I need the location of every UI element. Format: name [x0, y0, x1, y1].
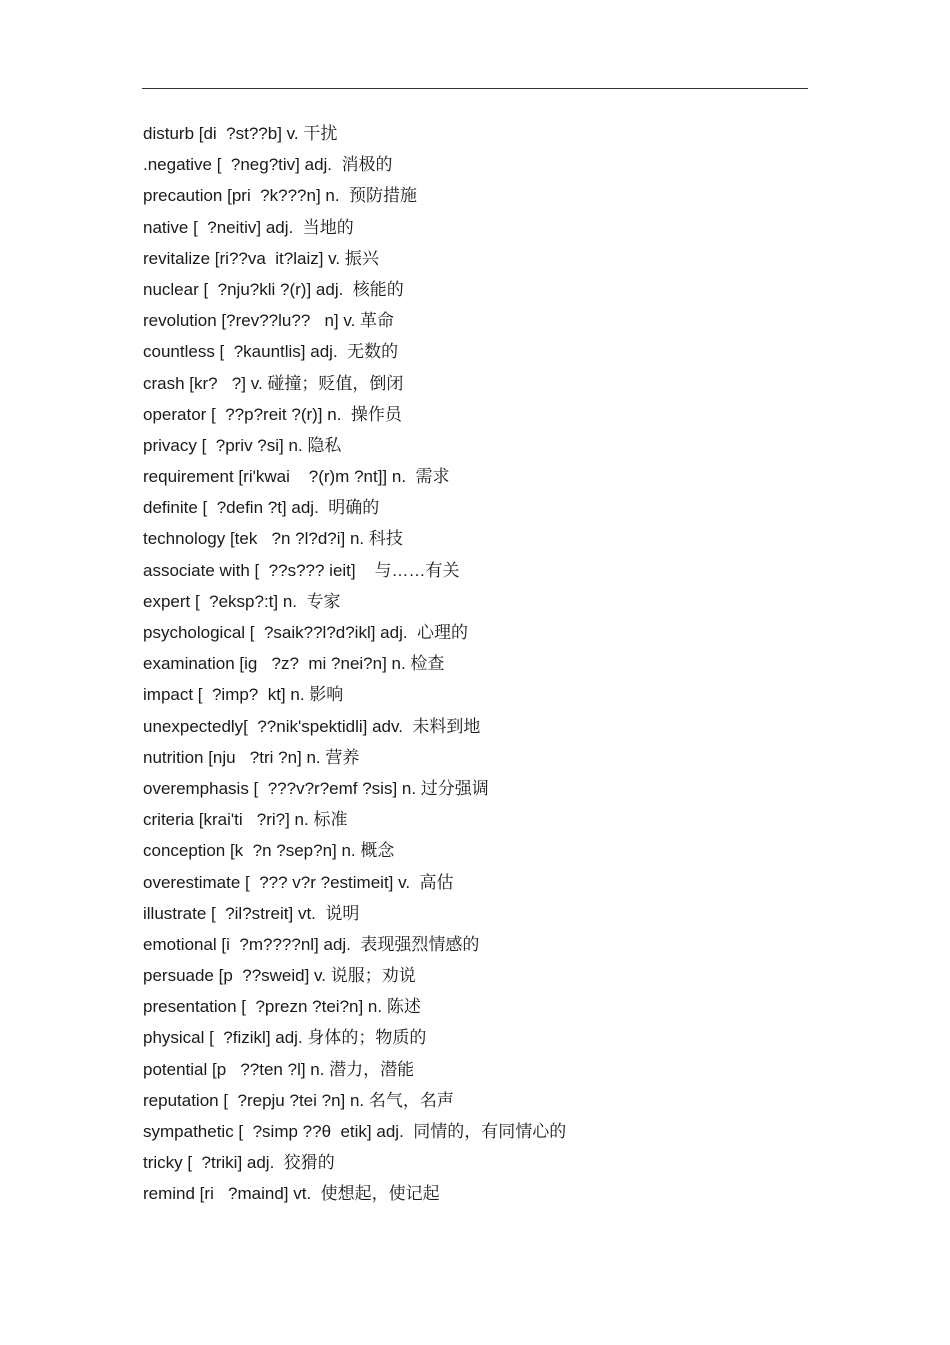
vocab-entry: overestimate [ ??? v?r ?estimeit] v. 高估: [143, 872, 454, 892]
vocab-entry: impact [ ?imp? kt] n. 影响: [143, 685, 344, 705]
vocab-entry: revitalize [ri??va it?laiz] v. 振兴: [143, 248, 379, 268]
vocab-entry: revolution [?rev??lu?? n] v. 革命: [143, 311, 395, 331]
vocab-entry: psychological [ ?saik??l?d?ikl] adj. 心理的: [143, 623, 469, 642]
vocab-entry: illustrate [ ?il?streit] vt. 说明: [143, 903, 360, 923]
vocab-entry: criteria [krai'ti ?ri?] n. 标准: [143, 810, 348, 830]
vocab-entry: nutrition [nju ?tri ?n] n. 营养: [143, 747, 360, 767]
vocab-entry: technology [tek ?n ?l?d?i] n. 科技: [143, 529, 403, 549]
vocab-entry: precaution [pri ?k???n] n. 预防措施: [143, 186, 418, 206]
vocab-entry: unexpectedly[ ??nik'spektidli] adv. 未料到地: [143, 716, 481, 736]
vocab-entry: native [ ?neitiv] adj. 当地的: [143, 217, 354, 237]
vocab-entry: crash [kr? ?] v. 碰撞；贬值，倒闭: [143, 373, 404, 393]
vocab-entry: potential [p ??ten ?l] n. 潜力，潜能: [143, 1059, 415, 1079]
vocab-entry: presentation [ ?prezn ?tei?n] n. 陈述: [143, 997, 421, 1017]
vocab-entry: nuclear [ ?nju?kli ?(r)] adj. 核能的: [143, 279, 404, 299]
vocab-entry: definite [ ?defin ?t] adj. 明确的: [143, 498, 380, 518]
vocab-entry: operator [ ??p?reit ?(r)] n. 操作员: [143, 404, 402, 424]
vocab-entry: countless [ ?kauntlis] adj. 无数的: [143, 342, 399, 362]
vocab-entry: tricky [ ?triki] adj. 狡猾的: [143, 1153, 335, 1173]
vocab-entry: emotional [i ?m????nl] adj. 表现强烈情感的: [143, 934, 480, 954]
vocab-entry: physical [ ?fizikl] adj. 身体的；物质的: [143, 1028, 427, 1048]
vocab-entry: reputation [ ?repju ?tei ?n] n. 名气，名声: [143, 1090, 454, 1110]
vocab-entry: remind [ri ?maind] vt. 使想起，使记起: [143, 1184, 440, 1204]
vocab-entry: privacy [ ?priv ?si] n. 隐私: [143, 435, 342, 455]
vocab-entry: sympathetic [ ?simp ??θ etik] adj. 同情的，有同情心的: [143, 1122, 567, 1141]
vocab-entry: expert [ ?eksp?:t] n. 专家: [143, 591, 341, 611]
vocab-entry: examination [ig ?z? mi ?nei?n] n. 检查: [143, 654, 445, 674]
vocab-entry: persuade [p ??sweid] v. 说服；劝说: [143, 966, 416, 986]
vocab-entry: conception [k ?n ?sep?n] n. 概念: [143, 841, 395, 861]
vocab-entry: associate with [ ??s??? ieit] 与……有关: [143, 560, 460, 580]
vocab-entry: overemphasis [ ???v?r?emf ?sis] n. 过分强调: [143, 778, 489, 798]
header-rule: [142, 88, 808, 89]
vocab-entry: .negative [ ?neg?tiv] adj. 消极的: [143, 155, 393, 175]
vocabulary-list: [143, 118, 566, 1210]
vocab-entry: requirement [ri'kwai ?(r)m ?nt]] n. 需求: [143, 467, 450, 487]
vocab-entry: disturb [di ?st??b] v. 干扰: [143, 124, 338, 143]
